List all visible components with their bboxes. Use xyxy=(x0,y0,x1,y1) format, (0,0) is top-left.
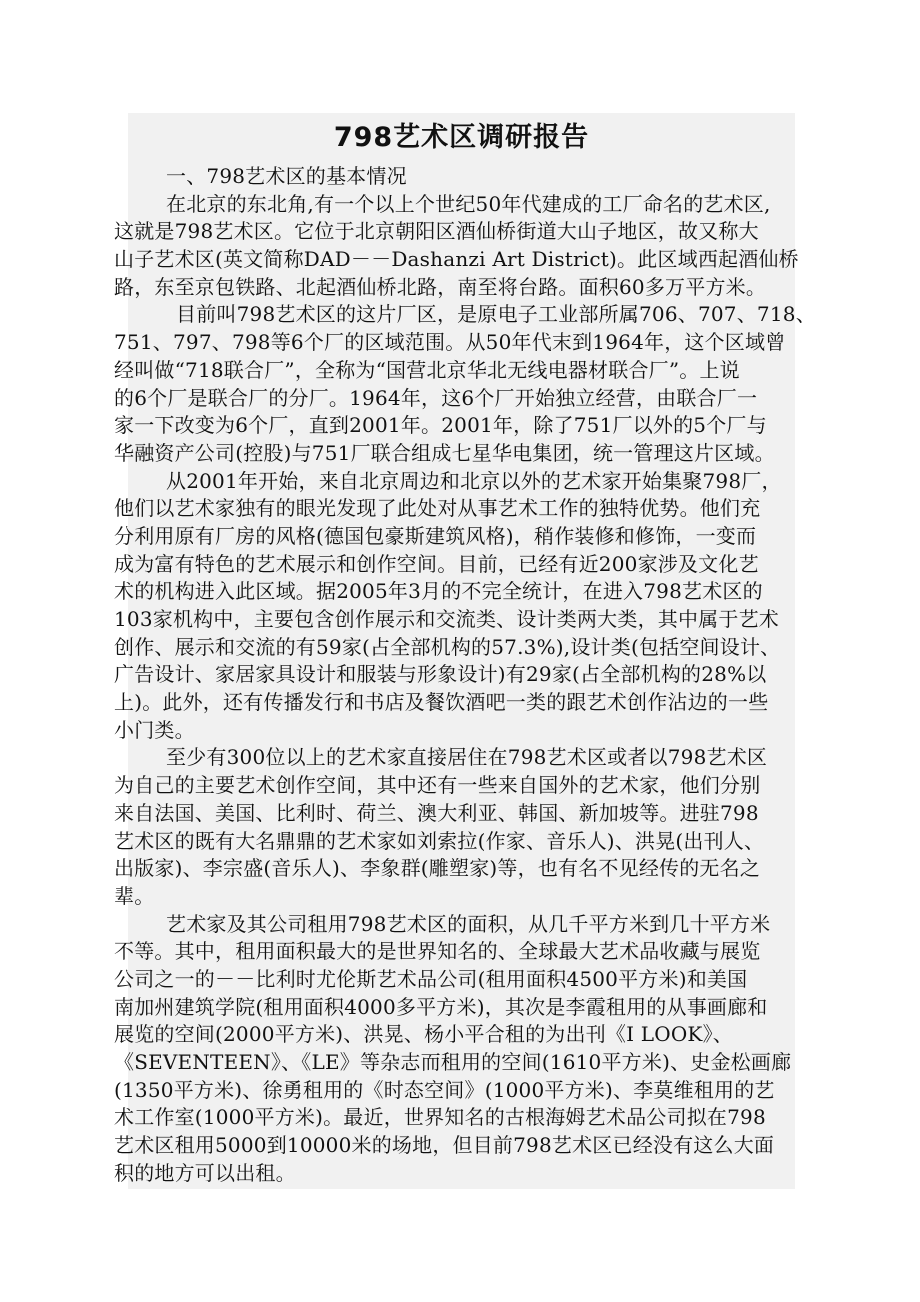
document-title: 798艺术区调研报告 xyxy=(333,122,590,153)
text-line: 广告设计、家居家具设计和服装与形象设计)有29家(占全部机构的28%以 xyxy=(114,662,767,687)
text-line: 华融资产公司(控股)与751厂联合组成七星华电集团，统一管理这片区域。 xyxy=(114,440,775,465)
text-line: 小门类。 xyxy=(114,717,195,742)
text-line: 分利用原有厂房的风格(德国包豪斯建筑风格)，稍作装修和修饰，一变而 xyxy=(114,523,757,548)
paragraph xyxy=(114,911,792,1188)
text-line: 术的机构进入此区域。据2005年3月的不完全统计，在进入798艺术区的 xyxy=(114,579,763,604)
paragraph xyxy=(114,301,816,467)
text-line: 他们以艺术家独有的眼光发现了此处对从事艺术工作的独特优势。他们充 xyxy=(114,496,761,521)
text-line: 一、798艺术区的基本情况 xyxy=(166,164,407,188)
text-line: 这就是798艺术区。它位于北京朝阳区酒仙桥街道大山子地区，故又称大 xyxy=(114,219,759,244)
document-body xyxy=(114,163,816,1187)
text-line: 南加州建筑学院(租用面积4000多平方米)，其次是李霞租用的从事画廊和 xyxy=(114,994,768,1019)
paragraph xyxy=(114,744,786,910)
text-line: 为自己的主要艺术创作空间，其中还有一些来自国外的艺术家，他们分别 xyxy=(114,773,761,798)
text-line: 至少有300位以上的艺术家直接居住在798艺术区或者以798艺术区 xyxy=(166,745,768,770)
text-line: 创作、展示和交流的有59家(占全部机构的57.3%),设计类(包括空间设计、 xyxy=(114,634,781,659)
text-line: 展览的空间(2000平方米)、洪晃、杨小平合租的为出刊《I LOOK》、 xyxy=(114,1022,733,1047)
text-line: 在北京的东北角,有一个以上个世纪50年代建成的工厂命名的艺术区, xyxy=(166,191,771,216)
section-heading xyxy=(114,163,786,191)
text-line: 山子艺术区(英文简称DAD－－Dashanzi Art District)。此区域西起酒仙桥 xyxy=(114,247,799,272)
text-line: 出版家)、李宗盛(音乐人)、李象群(雕塑家)等，也有名不见经传的无名之 xyxy=(114,856,761,881)
text-line: 艺术区租用5000到10000米的场地，但目前798艺术区已经没有这么大面 xyxy=(114,1133,775,1158)
text-line: (1350平方米)、徐勇租用的《时态空间》(1000平方米)、李莫维租用的艺 xyxy=(114,1077,775,1102)
text-line: 艺术区的既有大名鼎鼎的艺术家如刘索拉(作家、音乐人)、洪晃(出刊人、 xyxy=(114,828,765,853)
text-line: 来自法国、美国、比利时、荷兰、澳大利亚、韩国、新加坡等。进驻798 xyxy=(114,800,759,825)
text-line: 的6个厂是联合厂的分厂。1964年，这6个厂开始独立经营，由联合厂一 xyxy=(114,385,758,410)
text-line: 不等。其中，租用面积最大的是世界知名的、全球最大艺术品收藏与展览 xyxy=(114,939,761,964)
text-line: 术工作室(1000平方米)。最近，世界知名的古根海姆艺术品公司拟在798 xyxy=(114,1105,766,1130)
text-line: 艺术家及其公司租用798艺术区的面积，从几千平方米到几十平方米 xyxy=(166,911,771,936)
text-line: 目前叫798艺术区的这片厂区，是原电子工业部所属706、707、718、 xyxy=(176,302,816,327)
text-line: 从2001年开始，来自北京周边和北京以外的艺术家开始集聚798厂， xyxy=(166,468,782,493)
text-line: 公司之一的－－比利时尤伦斯艺术品公司(租用面积4500平方米)和美国 xyxy=(114,966,748,991)
document-page xyxy=(114,113,816,1189)
text-line: 辈。 xyxy=(114,883,155,908)
text-line: 103家机构中，主要包含创作展示和交流类、设计类两大类，其中属于艺术 xyxy=(114,607,779,631)
text-line: 路，东至京包铁路、北起酒仙桥北路，南至将台路。面积60多万平方米。 xyxy=(114,274,767,299)
text-line: 751、797、798等6个厂的区域范围。从50年代末到1964年，这个区域曾 xyxy=(114,330,786,355)
text-line: 经叫做“718联合厂”，全称为“国营北京华北无线电器材联合厂”。上说 xyxy=(114,357,740,382)
text-line: 积的地方可以出租。 xyxy=(114,1160,296,1185)
text-line: 《SEVENTEEN》、《LE》等杂志而租用的空间(1610平方米)、史金松画廊 xyxy=(114,1050,792,1074)
paragraph xyxy=(114,468,786,745)
text-line: 家一下改变为6个厂，直到2001年。2001年，除了751厂以外的5个厂与 xyxy=(114,413,767,438)
text-line: 上)。此外，还有传播发行和书店及餐饮酒吧一类的跟艺术创作沾边的一些 xyxy=(114,690,769,715)
text-line: 成为富有特色的艺术展示和创作空间。目前，已经有近200家涉及文化艺 xyxy=(114,551,759,576)
paragraph xyxy=(114,191,799,302)
